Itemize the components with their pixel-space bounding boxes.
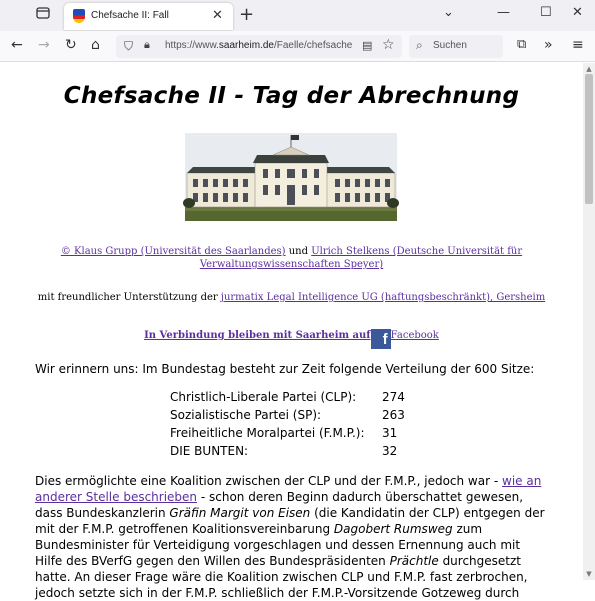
hamburger-menu-icon[interactable]: ≡: [572, 37, 584, 53]
facebook-icon[interactable]: f: [371, 329, 391, 349]
url-text[interactable]: https://www.saarheim.de/Faelle/chefsache: [165, 40, 353, 51]
scroll-down-icon[interactable]: ▼: [586, 570, 592, 578]
nav-bar: [0, 31, 595, 62]
url-bar[interactable]: [116, 35, 402, 58]
main-paragraph: Dies ermöglichte eine Koalition zwischen der CLP und der F.M.P., jedoch war - wie an anderer Stelle beschrieben - schon deren Beginn dadurch überschattet gewesen, dass Bundeskanzlerin Gräfin Margit von Eisen (die Kandidatin der CLP) entgegen der mit der F.M.P. getroffenen Koalitionsvereinbarung Dagobert Rumsweg zum Bundesminister für Verteidigung vorgeschlagen und dessen Ernennung auch mit Hilfe des BVerfG gegen den Willen des Bundespräsidenten Prächtle durchgesetzt hatte. An dieser Frage wäre die Koalition zwischen CLP und F.M.P. fast zerbrochen, jedoch setzte sich in der F.M.P. schließlich der F.M.P.-Vorsitzende Gotzeweg durch: [35, 474, 545, 600]
window-close-icon[interactable]: ✕: [572, 5, 583, 20]
lock-icon[interactable]: 🔒︎: [144, 38, 150, 51]
authors-line: [0, 245, 583, 271]
scrollbar-thumb[interactable]: [585, 74, 593, 204]
star-icon[interactable]: ☆: [382, 37, 395, 53]
scroll-up-icon[interactable]: ▲: [586, 65, 592, 73]
seat-row: Freiheitliche Moralpartei (F.M.P.): 31: [170, 426, 398, 440]
facebook-link[interactable]: Facebook: [390, 330, 439, 341]
tab-active[interactable]: [64, 3, 233, 30]
reader-view-icon[interactable]: ▤: [362, 39, 373, 52]
social-line: [0, 329, 583, 349]
shield-icon[interactable]: ⛉: [124, 39, 134, 53]
earlier-case-link[interactable]: wie an anderer Stelle beschrieben: [35, 474, 542, 504]
search-bar[interactable]: [409, 35, 503, 58]
jurmatix-link[interactable]: jurmatix Legal Intelligence UG (haftungsbeschränkt), Gersheim: [220, 292, 546, 303]
arrow-right-icon[interactable]: →: [38, 37, 50, 53]
close-icon[interactable]: ✕: [212, 8, 223, 23]
saarheim-favicon-icon: [73, 9, 85, 23]
tab-strip: [0, 0, 595, 31]
search-placeholder: Suchen: [433, 40, 467, 51]
support-line: [0, 291, 583, 304]
tab-title: Chefsache II: Fall: [91, 10, 169, 21]
maximize-icon[interactable]: ☐: [540, 5, 552, 20]
seat-distribution: [170, 390, 430, 462]
name-rumsweg: Dagobert Rumsweg: [333, 522, 453, 536]
seat-row: Christlich-Liberale Partei (CLP): 274: [170, 390, 405, 404]
author-link-stelkens[interactable]: Ulrich Stelkens (Deutsche Universität für Verwaltungswissenschaften Speyer): [199, 246, 523, 270]
home-icon[interactable]: ⌂: [91, 37, 100, 53]
name-eisen: Gräfin Margit von Eisen: [169, 506, 311, 520]
intro-text: Wir erinnern uns: Im Bundestag besteht zur Zeit folgende Verteilung der 600 Sitze:: [35, 362, 535, 376]
author-link-grupp[interactable]: © Klaus Grupp (Universität des Saarlandes): [60, 246, 286, 257]
arrow-left-icon[interactable]: ←: [11, 37, 23, 53]
seat-row: DIE BUNTEN: 32: [170, 444, 398, 458]
support-text: mit freundlicher Unterstützung der: [37, 292, 221, 303]
vertical-scrollbar[interactable]: [583, 63, 595, 580]
search-icon: ⌕: [416, 38, 423, 52]
authors-conjunction: und: [285, 246, 312, 257]
plus-icon[interactable]: +: [239, 4, 255, 25]
tab-list-icon[interactable]: [34, 7, 52, 23]
name-praechtle: Prächtle: [389, 554, 439, 568]
page-title: Chefsache II - Tag der Abrechnung: [63, 83, 520, 109]
chevron-down-icon[interactable]: ⌄: [443, 5, 454, 20]
seat-row: Sozialistische Partei (SP): 263: [170, 408, 405, 422]
minimize-icon[interactable]: —: [497, 5, 510, 20]
saarheim-social-link[interactable]: In Verbindung bleiben mit Saarheim auf: [144, 330, 371, 341]
building-image: [185, 133, 397, 221]
chevron-double-right-icon[interactable]: »: [544, 37, 553, 53]
page-content: [0, 63, 583, 600]
reload-icon[interactable]: ↻: [65, 37, 77, 53]
extensions-icon[interactable]: ⧉: [517, 37, 527, 52]
